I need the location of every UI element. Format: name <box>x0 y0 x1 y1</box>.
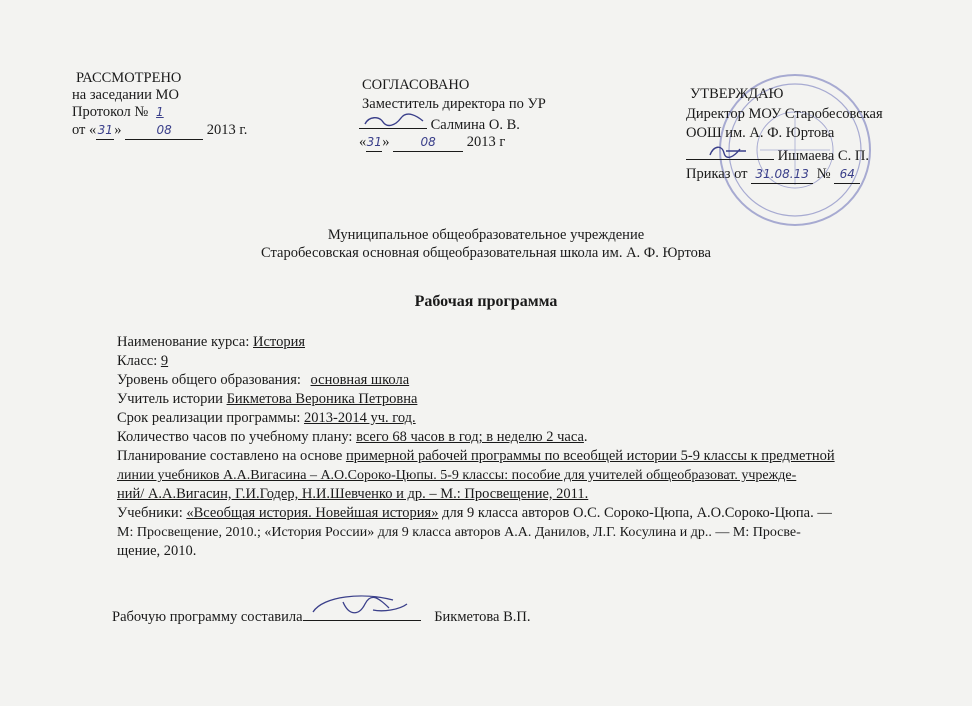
hours-line: Количество часов по учебному плану: всего 68 часов в год; в неделю 2 часа. <box>117 429 588 445</box>
approval-middle <box>359 77 546 150</box>
books-line1: Учебники: «Всеобщая история. Новейшая история» для 9 класса авторов О.С. Сороко-Цюпа, А.О.Сороко-Цюпа. — <box>117 505 832 521</box>
right-order: Приказ от 31.08.13 № 64 <box>686 166 860 184</box>
protocol-number: 1 <box>156 105 164 119</box>
author-signature <box>303 606 421 621</box>
document-title: Рабочая программа <box>414 293 558 310</box>
approval-left <box>72 70 248 138</box>
institution-line2: Старобесовская основная общеобразовательная школа им. А. Ф. Юртова <box>261 245 711 261</box>
plan-line3: ний/ А.А.Вигасин, Г.И.Годер, Н.И.Шевченко и др. – М.: Просвещение, 2011. <box>117 486 589 502</box>
class-line: Класс: 9 <box>117 353 169 369</box>
books-line3: щение, 2010. <box>117 543 197 559</box>
approval-right <box>686 86 883 182</box>
left-line1: на заседании МО <box>72 87 179 103</box>
period-line: Срок реализации программы: 2013-2014 уч. год. <box>117 410 416 426</box>
plan-line1: Планирование составлено на основе примерной рабочей программы по всеобщей истории 5-9 классы к предметной <box>117 448 835 464</box>
level-line: Уровень общего образования: основная школа <box>117 372 410 388</box>
right-role: Директор МОУ Старобесовская <box>686 106 883 122</box>
teacher-line: Учитель истории Бикметова Вероника Петровна <box>117 391 418 407</box>
middle-name-line: Салмина О. В. <box>359 114 520 134</box>
left-protocol: Протокол № 1 <box>72 104 168 121</box>
left-date: от «31» 08 2013 г. <box>72 122 248 138</box>
right-signature <box>686 145 774 160</box>
right-name-line: Ишмаева С. П. <box>686 145 869 165</box>
middle-title: СОГЛАСОВАНО <box>362 77 470 93</box>
books-line2: М: Просвещение, 2010.; «История России» для 9 класса авторов А.А. Данилов, Л.Г. Косулина и др.. — М: Просве- <box>117 525 801 540</box>
right-title: УТВЕРЖДАЮ <box>690 86 784 102</box>
plan-line2: линии учебников А.А.Вигасина – А.О.Сороко-Цюпы. 5-9 классы: пособие для учителей общеобразоват. учрежде- <box>117 468 797 483</box>
institution-line1: Муниципальное общеобразовательное учреждение <box>327 227 645 243</box>
middle-date: «31» 08 2013 г <box>359 134 506 150</box>
left-title: РАССМОТРЕНО <box>76 70 182 86</box>
course-line: Наименование курса: История <box>117 334 305 350</box>
right-school: ООШ им. А. Ф. Юртова <box>686 125 835 141</box>
middle-signature <box>359 114 427 129</box>
author-signature-line: Рабочую программу составила Бикметова В.П. <box>112 606 530 627</box>
middle-role: Заместитель директора по УР <box>362 96 546 112</box>
